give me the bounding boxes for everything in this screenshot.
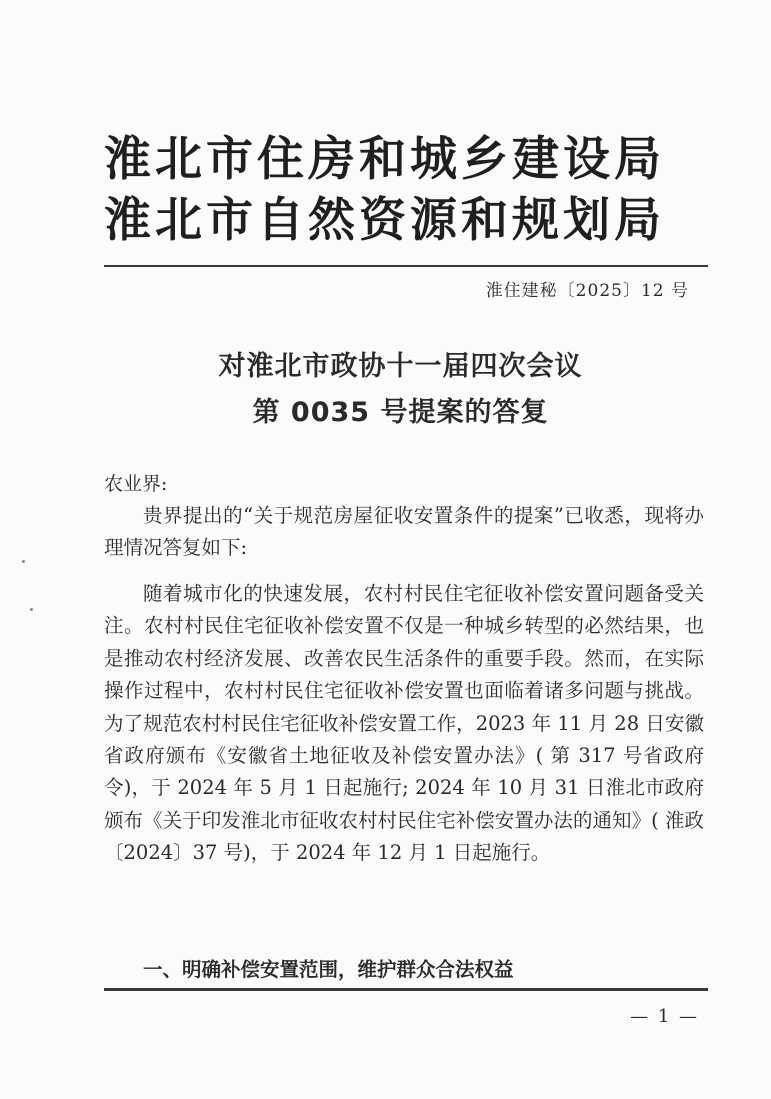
scan-speck <box>22 560 25 563</box>
page-number: — 1 — <box>630 1006 699 1027</box>
body-paragraph: 贵界提出的“关于规范房屋征收安置条件的提案”已收悉，现将办理情况答复如下: <box>104 504 704 560</box>
scan-speck <box>30 608 33 611</box>
body-paragraph: 随着城市化的快速发展，农村村民住宅征收补偿安置问题备受关注。农村村民住宅征收补偿安置不仅是一种城乡转型的必然结果，也是推动农村经济发展、改善农民生活条件的重要手段。然而，在实际操作过程中，农村村民住宅征收补偿安置也面临着诸多问题与挑战。为了规范农村村民住宅征收补偿安置工作，2023 年 11 月 28 日安徽省政府颁布《安徽省土地征收及补偿安置办法》( 第 317 号省政府令)，于 2024 年 5 月 1 日起施行; 2024 年 10 月 31 日淮北市政府颁布《关于印发淮北市征收农村村民住宅补偿安置办法的通知》( 淮政〔2024〕37 号)，于 2024 年 12 月 1 日起施行。 <box>104 582 704 865</box>
header-divider <box>104 265 708 267</box>
issuer-name-housing-bureau: 淮北市住房和城乡建设局 <box>104 132 665 187</box>
document-title-line-1: 对淮北市政协十一届四次会议 <box>218 351 583 382</box>
addressee: 农业界: <box>104 473 168 495</box>
footer-divider <box>104 988 708 991</box>
issuer-name-resources-bureau: 淮北市自然资源和规划局 <box>104 193 665 248</box>
document-title-line-2: 第 0035 号提案的答复 <box>252 397 549 428</box>
document-number: 淮住建秘〔2025〕12 号 <box>485 281 689 301</box>
section-heading: 一、明确补偿安置范围，维护群众合法权益 <box>143 958 514 981</box>
